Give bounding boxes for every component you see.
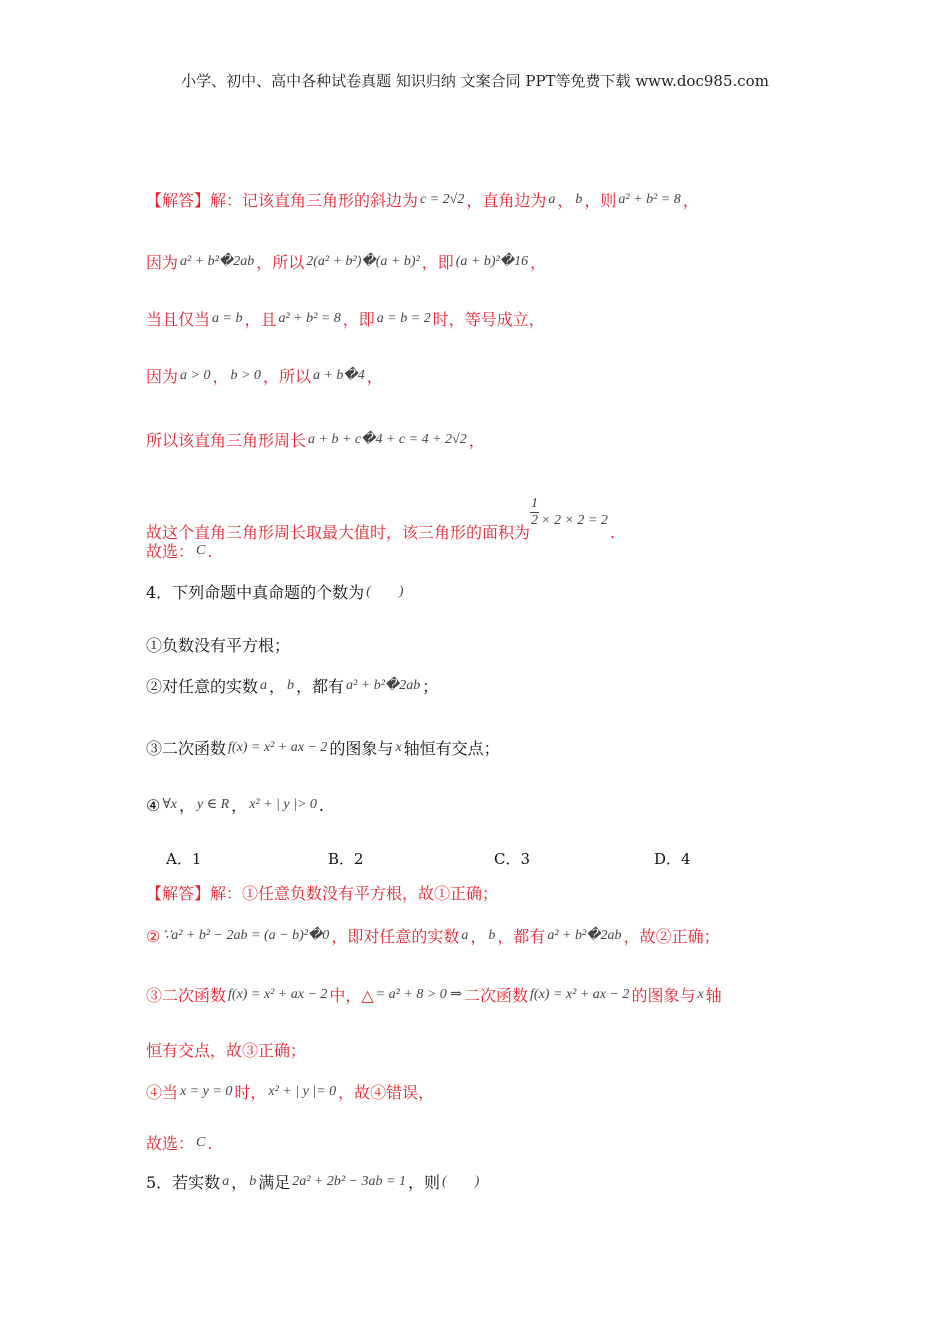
text: ，即对任意的实数: [331, 927, 460, 946]
text: 当且仅当: [146, 310, 211, 329]
formula: b: [488, 928, 496, 943]
sol4-line-4: 恒有交点，故③正确；: [146, 1041, 307, 1060]
text: 的图象与: [631, 986, 696, 1005]
sol4-line-1: 【解答】解：①任意负数没有平方根，故①正确；: [146, 884, 499, 903]
text: 5．若实数: [146, 1173, 221, 1192]
formula: f(x) = x² + ax − 2: [228, 987, 328, 1002]
text: 中，△: [329, 986, 374, 1005]
formula: a + b + c�4 + c = 4 + 2√2: [308, 432, 467, 447]
sol3-line-3: [146, 309, 545, 330]
sol4-line-6: [146, 1133, 212, 1154]
text: ，则: [407, 1173, 440, 1192]
q4-proposition-1: ①负数没有平方根；: [146, 636, 291, 655]
page-header: 小学、初中、高中各种试卷真题 知识归纳 文案合同 PPT等免费下载 www.doc985.com: [181, 72, 769, 90]
formula: a: [222, 1174, 230, 1189]
formula: b: [287, 678, 295, 693]
fraction-denominator: 2: [531, 513, 539, 528]
formula: y ∈ R: [197, 797, 230, 812]
formula: 2(a² + b²)�(a + b)²: [306, 254, 420, 269]
text: ，: [212, 367, 229, 386]
text: ④当: [146, 1083, 179, 1102]
text: ，直角边为: [466, 191, 547, 210]
formula: a + b�4: [312, 368, 365, 383]
formula: a² + b²�2ab: [547, 928, 622, 943]
answer-blank: ( ): [366, 584, 404, 599]
formula: a² + b²�2ab: [180, 254, 255, 269]
formula: a² + b² = 8: [278, 311, 341, 326]
text: ，: [468, 431, 485, 450]
fraction: [530, 496, 539, 529]
text: ，故④错误，: [338, 1083, 435, 1102]
formula: b > 0: [230, 368, 261, 383]
formula: C: [196, 543, 206, 558]
formula: ∀x: [162, 797, 178, 812]
q5-stem: [146, 1172, 481, 1193]
text: ，: [557, 191, 574, 210]
formula: x = y = 0: [180, 1084, 233, 1099]
text: 时，: [234, 1083, 267, 1102]
sol4-line-2: [146, 926, 720, 947]
formula: a = b = 2: [376, 311, 431, 326]
text: .: [207, 542, 213, 561]
text: ，: [366, 367, 383, 386]
fraction-numerator: 1: [531, 496, 539, 511]
text: ，: [231, 1173, 248, 1192]
formula: a² + b²�2ab: [346, 678, 421, 693]
text: 因为: [146, 367, 179, 386]
formula: a: [260, 678, 268, 693]
text: ，即: [421, 253, 454, 272]
q4-proposition-3: [146, 738, 500, 759]
formula: x: [395, 740, 402, 755]
text: .: [609, 523, 615, 542]
formula: c = 2√2: [420, 192, 465, 207]
text: ②对任意的实数: [146, 677, 259, 696]
formula: (a + b)²�16: [455, 254, 529, 269]
formula: x: [697, 987, 704, 1002]
text: 时，等号成立，: [432, 310, 545, 329]
sol3-line-4: [146, 366, 383, 387]
text: 故选：: [146, 1134, 195, 1153]
sol3-line-1: [146, 190, 699, 211]
q4-option-b: B．2: [328, 850, 364, 868]
text: 故选：: [146, 542, 195, 561]
text: ，: [530, 253, 547, 272]
formula: = a² + 8 > 0 ⇒: [375, 987, 463, 1002]
q4-stem: [146, 582, 406, 603]
text: ②: [146, 927, 161, 946]
formula: f(x) = x² + ax − 2: [228, 740, 328, 755]
text: 轴: [705, 986, 722, 1005]
text: ，: [682, 191, 699, 210]
text: 轴恒有交点；: [403, 739, 500, 758]
sol4-line-3: [146, 985, 722, 1006]
text: 的图象与: [329, 739, 394, 758]
formula: 2a² + 2b² − 3ab = 1: [292, 1174, 406, 1189]
sol3-line-2: [146, 252, 546, 273]
text: ④: [146, 796, 161, 815]
formula: x² + | y |= 0: [268, 1084, 337, 1099]
text: 4．下列命题中真命题的个数为: [146, 583, 365, 602]
q4-proposition-4: [146, 795, 324, 816]
text: 所以该直角三角形周长: [146, 431, 307, 450]
text: ，则: [584, 191, 617, 210]
text: ，都有: [497, 927, 546, 946]
text: ，即: [342, 310, 375, 329]
q4-option-a: A．1: [166, 850, 202, 868]
text: .: [318, 796, 324, 815]
formula: a = b: [212, 311, 243, 326]
text: ，故②正确；: [623, 927, 720, 946]
answer-blank: ( ): [441, 1174, 480, 1189]
text: 因为: [146, 253, 179, 272]
formula: a: [548, 192, 556, 207]
text: ，: [231, 796, 248, 815]
text: ，都有: [296, 677, 345, 696]
formula: × 2 × 2 = 2: [541, 513, 608, 528]
sol3-line-6: [146, 496, 615, 545]
formula: C: [196, 1135, 206, 1150]
sol3-line-7: [146, 541, 212, 562]
formula: a: [461, 928, 469, 943]
text: ；: [422, 677, 439, 696]
formula: x² + | y |> 0: [249, 797, 317, 812]
formula: a² + b² = 8: [618, 192, 681, 207]
q4-proposition-2: [146, 676, 438, 697]
text: ③二次函数: [146, 739, 227, 758]
text: 满足: [258, 1173, 291, 1192]
formula: a > 0: [180, 368, 211, 383]
text: 【解答】解：记该直角三角形的斜边为: [146, 191, 419, 210]
sol3-line-5: [146, 430, 485, 451]
q4-option-c: C．3: [494, 850, 531, 868]
text: ，: [269, 677, 286, 696]
text: 故这个直角三角形周长取最大值时，该三角形的面积为: [146, 523, 531, 542]
text: .: [207, 1134, 213, 1153]
text: ，: [470, 927, 487, 946]
formula: b: [575, 192, 583, 207]
formula: ∵a² + b² − 2ab = (a − b)²�0: [162, 928, 330, 943]
q4-option-d: D．4: [654, 850, 691, 868]
text: ③二次函数: [146, 986, 227, 1005]
text: ，所以: [256, 253, 305, 272]
text: ，且: [244, 310, 277, 329]
formula: f(x) = x² + ax − 2: [530, 987, 630, 1002]
formula: b: [249, 1174, 257, 1189]
text: ，所以: [262, 367, 311, 386]
text: 二次函数: [464, 986, 529, 1005]
sol4-line-5: [146, 1082, 434, 1103]
text: ，: [179, 796, 196, 815]
